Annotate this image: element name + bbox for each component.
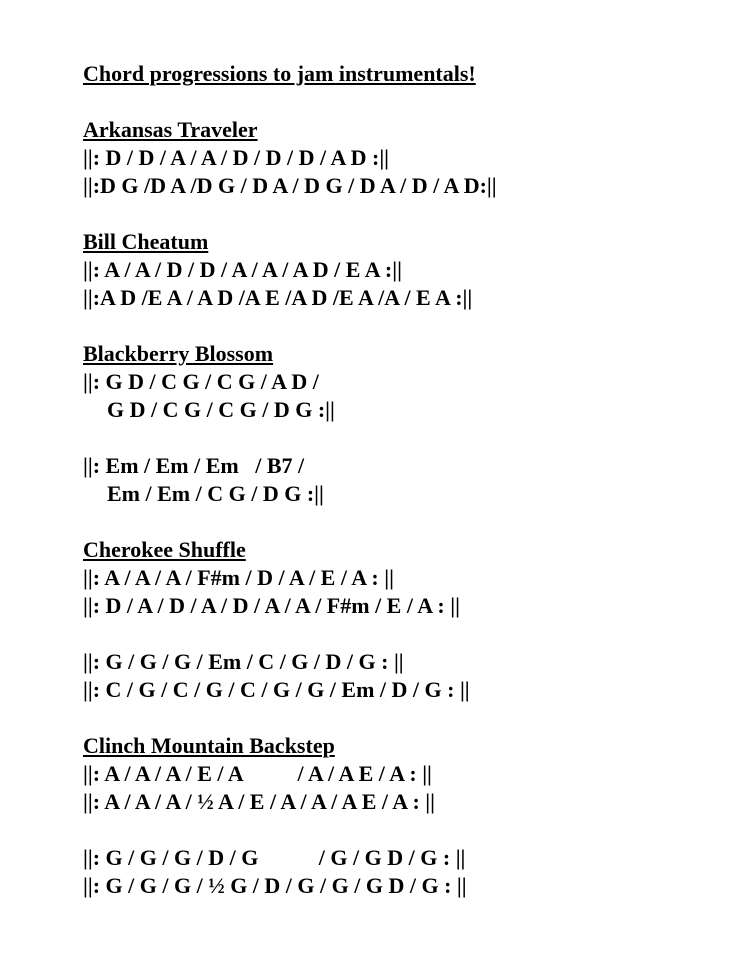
chord-line: G D / C G / C G / D G :|| (107, 397, 335, 422)
song-title-blackberry-blossom: Blackberry Blossom (83, 341, 274, 366)
chord-line: ||: C / G / C / G / C / G / G / Em / D / G : || (83, 677, 470, 702)
chord-line: ||: A / A / A / E / A / A / A E / A : || (83, 761, 432, 786)
chord-line: ||: G D / C G / C G / A D / (83, 369, 319, 394)
chord-line: ||: A / A / A / ½ A / E / A / A / A E / A : || (83, 789, 435, 814)
chord-line: ||: G / G / G / D / G / G / G D / G : || (83, 845, 466, 870)
song-title-cherokee-shuffle: Cherokee Shuffle (83, 537, 246, 562)
song-title-clinch-mountain-backstep: Clinch Mountain Backstep (83, 733, 335, 758)
chord-line: ||: G / G / G / Em / C / G / D / G : || (83, 649, 404, 674)
spacer (83, 620, 733, 648)
chord-line: ||: D / D / A / A / D / D / D / A D :|| (83, 145, 390, 170)
spacer (83, 816, 733, 844)
document-title: Chord progressions to jam instrumentals! (83, 61, 476, 86)
chord-line: ||: Em / Em / Em / B7 / (83, 453, 305, 478)
spacer (83, 88, 733, 116)
spacer (83, 200, 733, 228)
chord-line: Em / Em / C G / D G :|| (107, 481, 324, 506)
chord-line: ||: G / G / G / ½ G / D / G / G / G D / G : || (83, 873, 467, 898)
song-title-bill-cheatum: Bill Cheatum (83, 229, 209, 254)
chord-line: ||:D G /D A /D G / D A / D G / D A / D / A D:|| (83, 173, 497, 198)
spacer (83, 508, 733, 536)
document-page (83, 60, 733, 900)
song-title-arkansas-traveler: Arkansas Traveler (83, 117, 258, 142)
chord-line: ||: A / A / A / F#m / D / A / E / A : || (83, 565, 394, 590)
spacer (83, 312, 733, 340)
spacer (83, 704, 733, 732)
spacer (83, 424, 733, 452)
chord-line: ||: D / A / D / A / D / A / A / F#m / E / A : || (83, 593, 460, 618)
chord-line: ||: A / A / D / D / A / A / A D / E A :|| (83, 257, 402, 282)
chord-line: ||:A D /E A / A D /A E /A D /E A /A / E A :|| (83, 285, 473, 310)
